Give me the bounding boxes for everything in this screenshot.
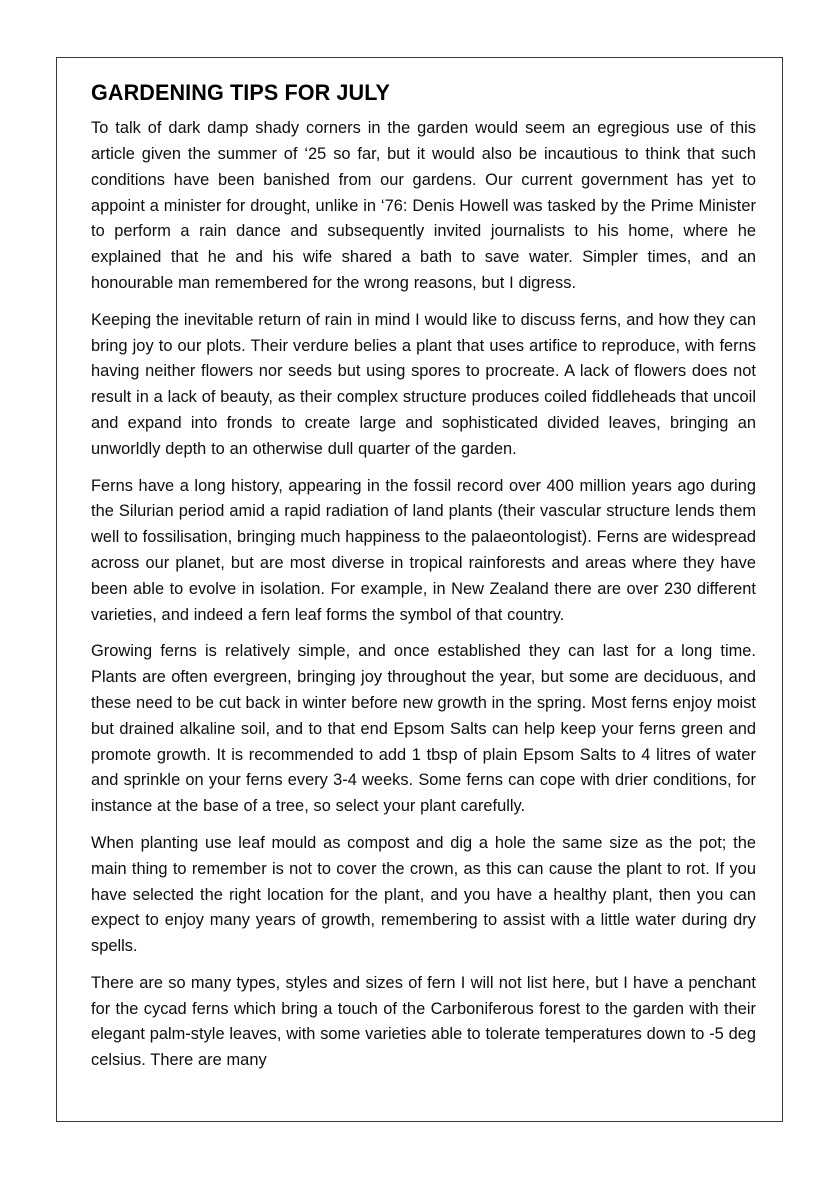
article-paragraph: Ferns have a long history, appearing in the fossil record over 400 million years ago during the Silurian period amid a rapid radiation of land plants (their vascular structure lends them well to fossilisation, bringing much happiness to the palaeontologist). Ferns are widespread across our planet, but are most diverse in tropical rainforests and areas where they have been able to evolve in isolation. For example, in New Zealand there are over 230 different varieties, and indeed a fern leaf forms the symbol of that country. [91, 476, 756, 624]
page-content-area [57, 58, 782, 1074]
article-paragraph: Growing ferns is relatively simple, and once established they can last for a long time. Plants are often evergreen, bringing joy throughout the year, but some are deciduous, and these need to be cut back in winter before new growth in the spring. Most ferns enjoy moist but drained alkaline soil, and to that end Epsom Salts can help keep your ferns green and promote growth. It is recommended to add 1 tbsp of plain Epsom Salts to 4 litres of water and sprinkle on your ferns every 3-4 weeks. Some ferns can cope with drier conditions, for instance at the base of a tree, so select your plant carefully. [91, 642, 756, 816]
article-paragraph: When planting use leaf mould as compost and dig a hole the same size as the pot; the main thing to remember is not to cover the crown, as this can cause the plant to rot. If you have selected the right location for the plant, and you have a healthy plant, then you can expect to enjoy many years of growth, remembering to assist with a little water during dry spells. [91, 833, 756, 956]
page-sheet [56, 57, 783, 1122]
article-body [91, 116, 756, 1074]
article-paragraph: To talk of dark damp shady corners in the garden would seem an egregious use of this article given the summer of ‘25 so far, but it would also be incautious to think that such conditions have been banished from our gardens. Our current government has yet to appoint a minister for drought, unlike in ‘76: Denis Howell was tasked by the Prime Minister to perform a rain dance and subsequently invited journalists to his home, where he explained that he and his wife shared a bath to save water. Simpler times, and an honourable man remembered for the wrong reasons, but I digress. [91, 119, 756, 292]
article-paragraph: Keeping the inevitable return of rain in mind I would like to discuss ferns, and how they can bring joy to our plots. Their verdure belies a plant that uses artifice to reproduce, with ferns having neither flowers nor seeds but using spores to procreate. A lack of flowers does not result in a lack of beauty, as their complex structure produces coiled fiddleheads that uncoil and expand into fronds to create large and sophisticated divided leaves, bringing an unworldly depth to an otherwise dull quarter of the garden. [91, 310, 756, 458]
article-paragraph: There are so many types, styles and sizes of fern I will not list here, but I have a penchant for the cycad ferns which bring a touch of the Carboniferous forest to the garden with their elegant palm-style leaves, with some varieties able to tolerate temperatures down to -5 deg celsius. There are many [91, 973, 756, 1070]
page-title: GARDENING TIPS FOR JULY [91, 80, 391, 105]
